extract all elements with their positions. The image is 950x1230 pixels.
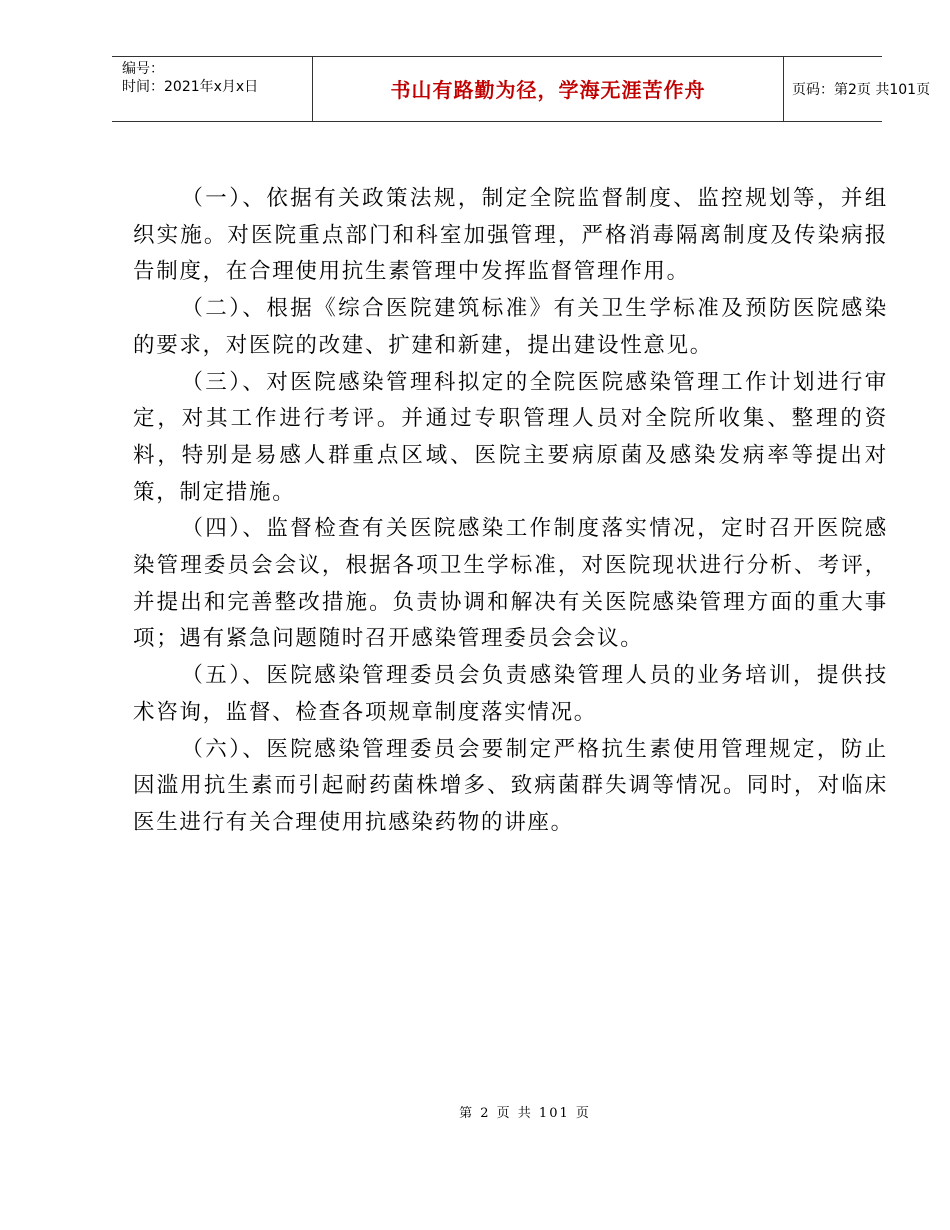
- page-header: [112, 56, 931, 122]
- paragraph-2: （二）、根据《综合医院建筑标准》有关卫生学标准及预防医院感染的要求，对医院的改建、扩建和新建，提出建设性意见。: [133, 296, 888, 358]
- paragraph-6: （六）、医院感染管理委员会要制定严格抗生素使用管理规定，防止因滥用抗生素而引起耐药菌株增多、致病菌群失调等情况。同时，对临床医生进行有关合理使用抗感染药物的讲座。: [133, 736, 888, 835]
- paragraph-5: （五）、医院感染管理委员会负责感染管理人员的业务培训，提供技术咨询，监督、检查各项规章制度落实情况。: [133, 663, 888, 725]
- header-page-info: 页码：第2页 共101页: [792, 82, 931, 98]
- header-motto: 书山有路勤为径，学海无涯苦作舟: [312, 57, 784, 121]
- paragraph-3: （三）、对医院感染管理科拟定的全院医院感染管理工作计划进行审定，对其工作进行考评。并通过专职管理人员对全院所收集、整理的资料，特别是易感人群重点区域、医院主要病原菌及感染发病率等提出对策，制定措施。: [133, 369, 888, 505]
- header-meta: [112, 57, 312, 121]
- date-label: 时间：2021年x月x日: [122, 79, 259, 95]
- serial-number-label: 编号：: [122, 61, 164, 77]
- document-body: [133, 181, 888, 842]
- paragraph-4: （四）、监督检查有关医院感染工作制度落实情况，定时召开医院感染管理委员会会议，根据各项卫生学标准，对医院现状进行分析、考评，并提出和完善整改措施。负责协调和解决有关医院感染管理方面的重大事项；遇有紧急问题随时召开感染管理委员会会议。: [133, 516, 888, 652]
- page-footer: 第 2 页 共 101 页: [459, 1106, 591, 1121]
- paragraph-1: （一）、依据有关政策法规，制定全院监督制度、监控规划等，并组织实施。对医院重点部门和科室加强管理，严格消毒隔离制度及传染病报告制度，在合理使用抗生素管理中发挥监督管理作用。: [133, 186, 888, 285]
